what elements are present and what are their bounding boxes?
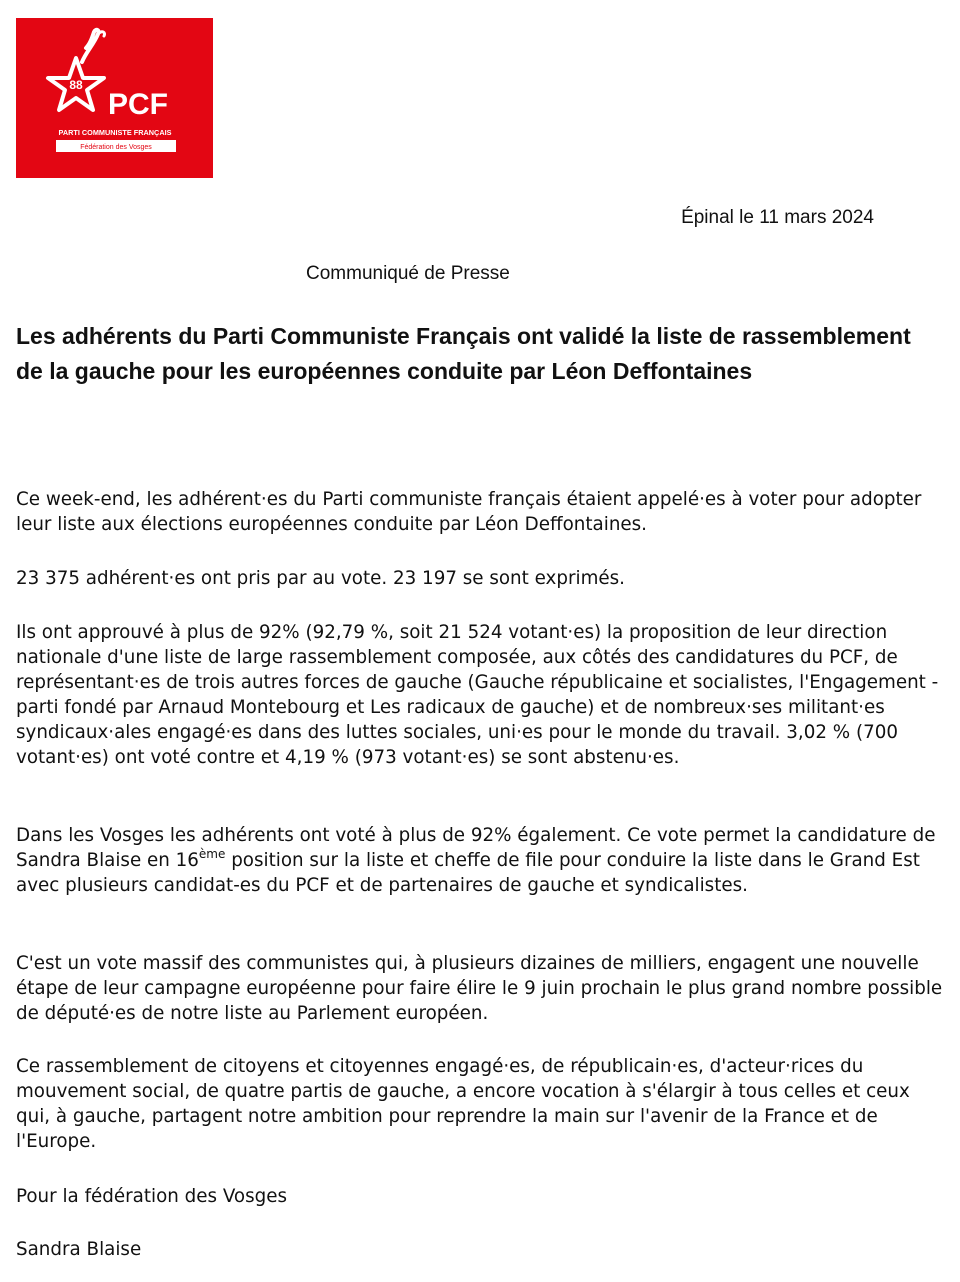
logo-number: 88	[69, 78, 83, 92]
logo-party-name: PARTI COMMUNISTE FRANÇAIS	[58, 128, 172, 137]
vosges-text-start: Dans les Vosges les adhérents ont voté à plus de 92% également. Ce vote permet la candidature de Sandra Blaise en 16	[16, 825, 936, 871]
logo-acronym: PCF	[108, 88, 168, 121]
paragraph-rassemblement: Ce rassemblement de citoyens et citoyennes engagé·es, de républicain·es, d'acteur·rices du mouvement social, de quatre partis de gauche, a encore vocation à s'élargir à tous celles et ceux qui, à gauche, partagent notre ambition pour reprendre la main sur l'avenir de la France et de l'Europe.	[16, 1056, 910, 1152]
paragraph-results: Ils ont approuvé à plus de 92% (92,79 %, soit 21 524 votant·es) la proposition de leur direction nationale d'une liste de large rassemblement composée, aux côtés des candidatures du PCF, de représentant·es de trois autres forces de gauche (Gauche républicaine et socialistes, l'Engagement - parti fondé par Arnaud Montebourg et Les radicaux de gauche) et de nombreux·ses militant·es syndicaux·ales engagé·es dans des luttes sociales, uni·es pour le monde du travail. 3,02 % (700 votant·es) ont voté contre et 4,19 % (973 votant·es) se sont abstenu·es.	[16, 622, 939, 768]
logo-federation: Fédération des Vosges	[80, 144, 152, 151]
paragraph-turnout: 23 375 adhérent·es ont pris par au vote. 23 197 se sont exprimés.	[16, 568, 625, 589]
star-icon	[16, 18, 213, 178]
closing-line: Pour la fédération des Vosges	[16, 1186, 288, 1207]
date-line: Épinal le 11 mars 2024	[681, 207, 874, 228]
pcf-logo	[16, 18, 213, 178]
ordinal-superscript: ème	[198, 847, 226, 861]
paragraph-vosges	[16, 823, 946, 898]
headline: Les adhérents du Parti Communiste Français ont validé la liste de rassemblement de la gauche pour les européennes conduite par Léon Deffontaines	[16, 323, 911, 384]
paragraph-intro: Ce week-end, les adhérent·es du Parti communiste français étaient appelé·es à voter pour adopter leur liste aux élections européennes conduite par Léon Deffontaines.	[16, 489, 922, 535]
vosges-text-end: position sur la liste et cheffe de file pour conduire la liste dans le Grand Est avec plusieurs candidat-es du PCF et de partenaires de gauche et syndicalistes.	[16, 850, 920, 896]
signature: Sandra Blaise	[16, 1239, 142, 1260]
document-type: Communiqué de Presse	[306, 263, 510, 284]
paragraph-campaign: C'est un vote massif des communistes qui, à plusieurs dizaines de milliers, engagent une nouvelle étape de leur campagne européenne pour faire élire le 9 juin prochain le plus grand nombre possible de député·es de notre liste au Parlement européen.	[16, 953, 943, 1024]
